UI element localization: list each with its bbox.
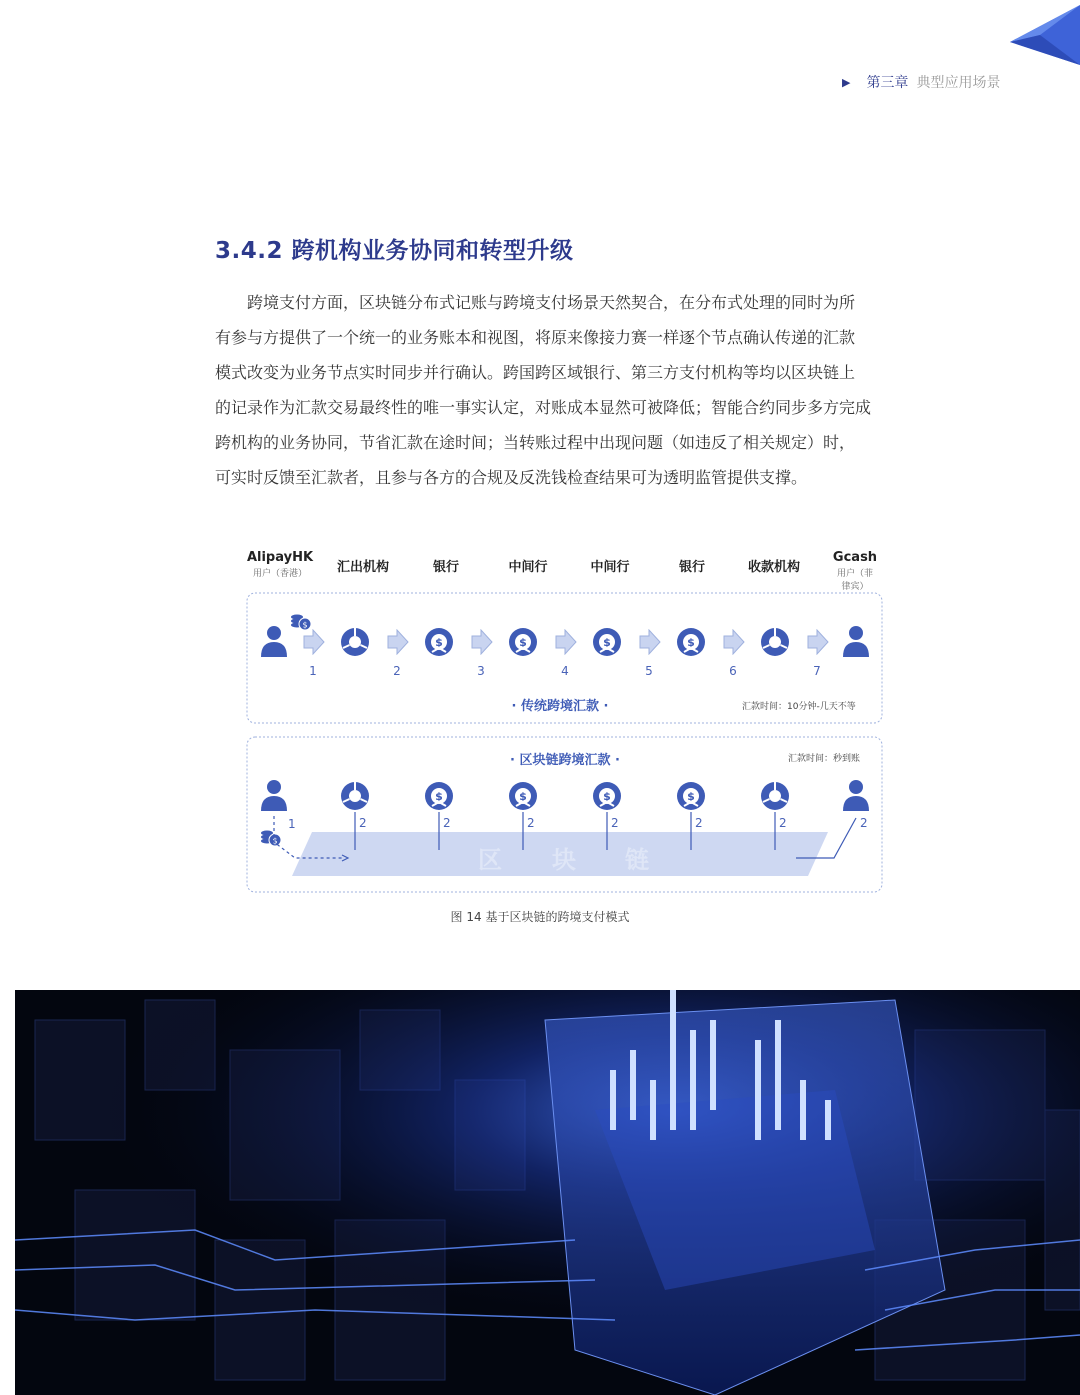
chapter-breadcrumb bbox=[842, 72, 1000, 92]
arrow-right-icon bbox=[808, 630, 828, 654]
blockchain-time-label: 汇款时间：秒到账 bbox=[788, 754, 861, 764]
section-title: 3.4.2 跨机构业务协同和转型升级 bbox=[215, 238, 574, 264]
step-number: 1 bbox=[288, 817, 296, 831]
institution-icon bbox=[341, 782, 369, 810]
column-header-name: 收款机构 bbox=[747, 560, 801, 575]
column-header bbox=[590, 556, 629, 575]
step-number: 2 bbox=[695, 816, 703, 830]
bank-icon bbox=[509, 628, 537, 656]
step-number: 1 bbox=[309, 664, 317, 678]
step-number: 2 bbox=[393, 664, 401, 678]
bank-icon bbox=[593, 782, 621, 810]
arrow-right-icon bbox=[472, 630, 492, 654]
column-header bbox=[748, 556, 800, 575]
bank-icon bbox=[593, 628, 621, 656]
bank-icon bbox=[677, 628, 705, 656]
step-number: 2 bbox=[860, 816, 868, 830]
column-header-name: 银行 bbox=[432, 560, 460, 575]
photo-illustration bbox=[15, 990, 1080, 1395]
blockchain-panel-label: · 区块链跨境汇款 · bbox=[510, 753, 620, 768]
column-header bbox=[247, 550, 313, 579]
column-header-sub: 用户（菲律宾） bbox=[836, 569, 873, 592]
step-number: 2 bbox=[443, 816, 451, 830]
bank-icon bbox=[425, 628, 453, 656]
paragraph-line: 跨机构的业务协同，节省汇款在途时间；当转账过程中出现问题（如违反了相关规定）时， bbox=[215, 433, 856, 452]
chapter-subtitle: 典型应用场景 bbox=[916, 75, 1001, 91]
arrow-right-icon bbox=[304, 630, 324, 654]
traditional-time-label: 汇款时间：10分钟-几天不等 bbox=[742, 702, 856, 712]
receiver-user-icon bbox=[843, 780, 869, 811]
step-number: 7 bbox=[813, 664, 821, 678]
paragraph-line: 有参与方提供了一个统一的业务账本和视图，将原来像接力赛一样逐个节点确认传递的汇款 bbox=[215, 328, 856, 347]
sender-user-icon bbox=[261, 780, 287, 811]
column-header bbox=[508, 556, 547, 575]
traditional-panel-label: · 传统跨境汇款 · bbox=[511, 699, 609, 714]
column-header bbox=[833, 550, 877, 592]
play-arrow-icon: ▶ bbox=[842, 75, 851, 89]
step-number: 2 bbox=[611, 816, 619, 830]
bank-icon bbox=[677, 782, 705, 810]
coins-icon bbox=[261, 831, 281, 847]
step-number: 4 bbox=[561, 664, 569, 678]
coins-icon bbox=[291, 615, 311, 631]
step-number: 6 bbox=[729, 664, 737, 678]
column-header bbox=[679, 556, 705, 575]
arrow-right-icon bbox=[556, 630, 576, 654]
column-header bbox=[337, 556, 389, 575]
sender-user-icon bbox=[261, 626, 287, 657]
corner-decoration bbox=[1000, 0, 1080, 70]
column-header-name: Gcash bbox=[832, 550, 878, 565]
chapter-label: 第三章 bbox=[866, 75, 909, 91]
step-number: 2 bbox=[527, 816, 535, 830]
arrow-right-icon bbox=[640, 630, 660, 654]
paragraph-line: 可实时反馈至汇款者，且参与各方的合规及反洗钱检查结果可为透明监管提供支撑。 bbox=[215, 468, 808, 487]
column-header-name: AlipayHK bbox=[246, 550, 314, 565]
institution-icon bbox=[341, 628, 369, 656]
column-header-name: 中间行 bbox=[508, 560, 548, 575]
receiver-user-icon bbox=[843, 626, 869, 657]
body-paragraph bbox=[215, 285, 920, 495]
blockchain-band-text: 区 bbox=[478, 846, 502, 874]
column-header-name: 汇出机构 bbox=[336, 560, 390, 575]
arrow-right-icon bbox=[388, 630, 408, 654]
step-number: 2 bbox=[359, 816, 367, 830]
column-header bbox=[433, 556, 459, 575]
paragraph-line: 跨境支付方面，区块链分布式记账与跨境支付场景天然契合，在分布式处理的同时为所 bbox=[215, 293, 856, 312]
column-header-sub: 用户（香港） bbox=[252, 569, 307, 579]
arrow-right-icon bbox=[724, 630, 744, 654]
bank-icon bbox=[509, 782, 537, 810]
institution-icon bbox=[761, 628, 789, 656]
blockchain-band-text: 链 bbox=[625, 846, 649, 874]
step-number: 5 bbox=[645, 664, 653, 678]
column-header-name: 银行 bbox=[678, 560, 706, 575]
step-number: 2 bbox=[779, 816, 787, 830]
blockchain-city-photo bbox=[15, 990, 1080, 1395]
bank-icon bbox=[425, 782, 453, 810]
cross-border-payment-diagram bbox=[240, 540, 890, 900]
figure-caption: 图 14 基于区块链的跨境支付模式 bbox=[450, 910, 630, 924]
step-number: 3 bbox=[477, 664, 485, 678]
paragraph-line: 模式改变为业务节点实时同步并行确认。跨国跨区域银行、第三方支付机构等均以区块链上 bbox=[215, 363, 856, 382]
blockchain-band-text: 块 bbox=[552, 846, 576, 874]
institution-icon bbox=[761, 782, 789, 810]
column-header-name: 中间行 bbox=[590, 560, 630, 575]
paragraph-line: 的记录作为汇款交易最终性的唯一事实认定，对账成本显然可被降低；智能合约同步多方完成 bbox=[215, 398, 872, 417]
